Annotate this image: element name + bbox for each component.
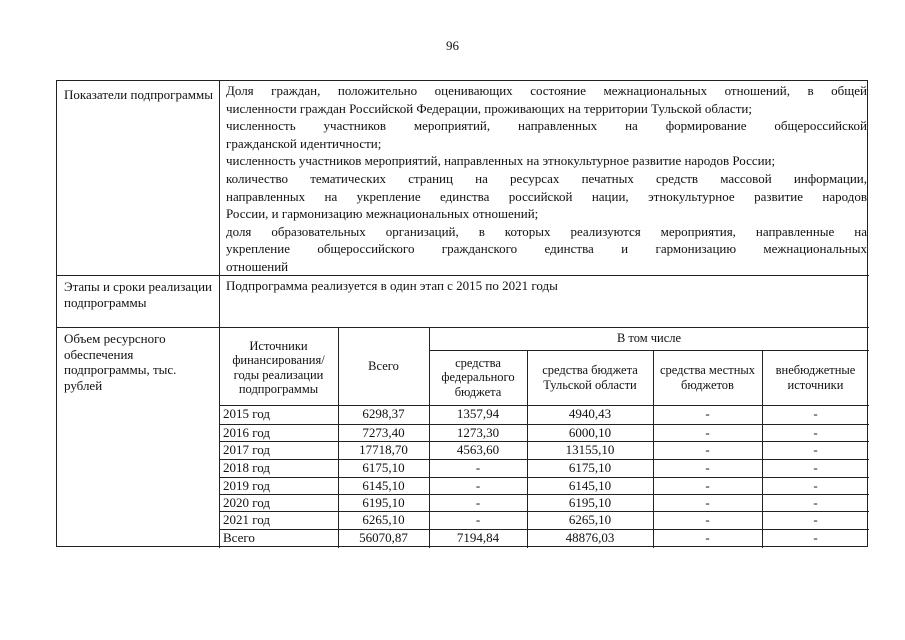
table-cell-total: 6265,10: [362, 512, 405, 527]
header-federal: средства федерального бюджета: [441, 355, 515, 399]
table-cell-regional: 13155,10: [565, 442, 615, 457]
table-cell-regional: 6195,10: [568, 495, 612, 510]
indicator-line: направленных на укрепление единства российской нации, этнокультурное развитие народов: [226, 188, 867, 204]
table-cell-regional: 4940,43: [568, 406, 612, 421]
table-cell-total: 6175,10: [362, 460, 405, 475]
table-cell-federal: 4563,60: [456, 442, 500, 457]
table-cell-extra: -: [813, 442, 818, 457]
table-row-year: 2017 год: [223, 442, 270, 457]
table-cell-total: 6145,10: [362, 478, 405, 493]
table-cell-regional: 6145,10: [568, 478, 612, 493]
header-regional: средства бюджета Тульской области: [542, 363, 638, 392]
stages-text: Подпрограмма реализуется в один этап с 2015 по 2021 годы: [226, 278, 558, 293]
table-cell-federal: 7194,84: [456, 530, 500, 545]
indicator-line: гражданской идентичности;: [226, 135, 382, 151]
table-row-year: 2020 год: [223, 495, 270, 510]
table-cell-total: 6298,37: [362, 406, 405, 421]
table-cell-federal: 1357,94: [456, 406, 500, 421]
table-row-year: Всего: [223, 530, 255, 545]
indicator-line: численность участников мероприятий, направленных на формирование общероссийской: [226, 118, 867, 134]
header-extra: внебюджетные источники: [775, 363, 856, 392]
table-row-year: 2018 год: [223, 460, 270, 475]
indicator-line: доля образовательных организаций, в которых реализуются мероприятия, направленные на: [226, 223, 867, 239]
indicator-line: количество тематических страниц на ресурсах печатных средств массовой информации,: [226, 170, 867, 186]
indicator-line: отношений: [226, 258, 289, 274]
table-cell-local: -: [705, 495, 710, 510]
table-cell-federal: -: [475, 495, 481, 510]
funding-table: [219, 327, 869, 548]
passport-table: [56, 80, 868, 547]
table-cell-federal: -: [475, 460, 481, 475]
table-cell-extra: -: [813, 512, 818, 527]
table-cell-extra: -: [813, 425, 818, 440]
table-cell-federal: -: [475, 512, 481, 527]
indicators-text: [226, 82, 867, 276]
table-cell-local: -: [705, 530, 710, 545]
stages-label: Этапы и сроки реализации подпрограммы: [64, 279, 212, 310]
header-including: В том числе: [616, 331, 682, 346]
page-number: 96: [446, 38, 459, 53]
table-cell-extra: -: [813, 406, 818, 421]
table-cell-regional: 48876,03: [565, 530, 615, 545]
table-row-year: 2015 год: [223, 406, 270, 421]
table-cell-total: 7273,40: [362, 425, 405, 440]
table-cell-total: 56070,87: [359, 530, 408, 545]
table-cell-federal: 1273,30: [456, 425, 500, 440]
table-row-year: 2019 год: [223, 478, 270, 493]
table-cell-extra: -: [813, 478, 818, 493]
header-local: средства местных бюджетов: [659, 363, 756, 392]
table-cell-regional: 6000,10: [568, 425, 612, 440]
indicator-line: численности граждан Российской Федерации, проживающих на территории Тульской области;: [226, 100, 752, 116]
table-cell-local: -: [705, 406, 710, 421]
table-cell-total: 17718,70: [359, 442, 408, 457]
table-cell-extra: -: [813, 530, 818, 545]
indicator-line: России, и гармонизацию межнациональных отношений;: [226, 206, 539, 222]
table-cell-extra: -: [813, 460, 818, 475]
indicator-line: укрепление общероссийского гражданского единства и гармонизацию межнациональных: [226, 241, 867, 257]
header-source: Источники финансирования/ годы реализации подпрограммы: [232, 338, 325, 396]
table-row-year: 2016 год: [223, 425, 270, 440]
indicators-label: Показатели подпрограммы: [64, 87, 213, 102]
table-cell-local: -: [705, 425, 710, 440]
table-cell-regional: 6175,10: [568, 460, 612, 475]
table-cell-regional: 6265,10: [568, 512, 612, 527]
indicator-line: численность участников мероприятий, направленных на этнокультурное развитие народов России;: [226, 153, 776, 169]
table-cell-total: 6195,10: [362, 495, 405, 510]
table-cell-local: -: [705, 442, 710, 457]
table-cell-extra: -: [813, 495, 818, 510]
table-cell-local: -: [705, 478, 710, 493]
funding-label: Объем ресурсного обеспечения подпрограммы, тыс. рублей: [64, 331, 177, 393]
table-cell-federal: -: [475, 478, 481, 493]
header-total: Всего: [368, 358, 399, 373]
table-cell-local: -: [705, 460, 710, 475]
table-cell-local: -: [705, 512, 710, 527]
indicator-line: Доля граждан, положительно оценивающих состояние межнациональных отношений, в общей: [226, 83, 867, 98]
table-row-year: 2021 год: [223, 512, 270, 527]
